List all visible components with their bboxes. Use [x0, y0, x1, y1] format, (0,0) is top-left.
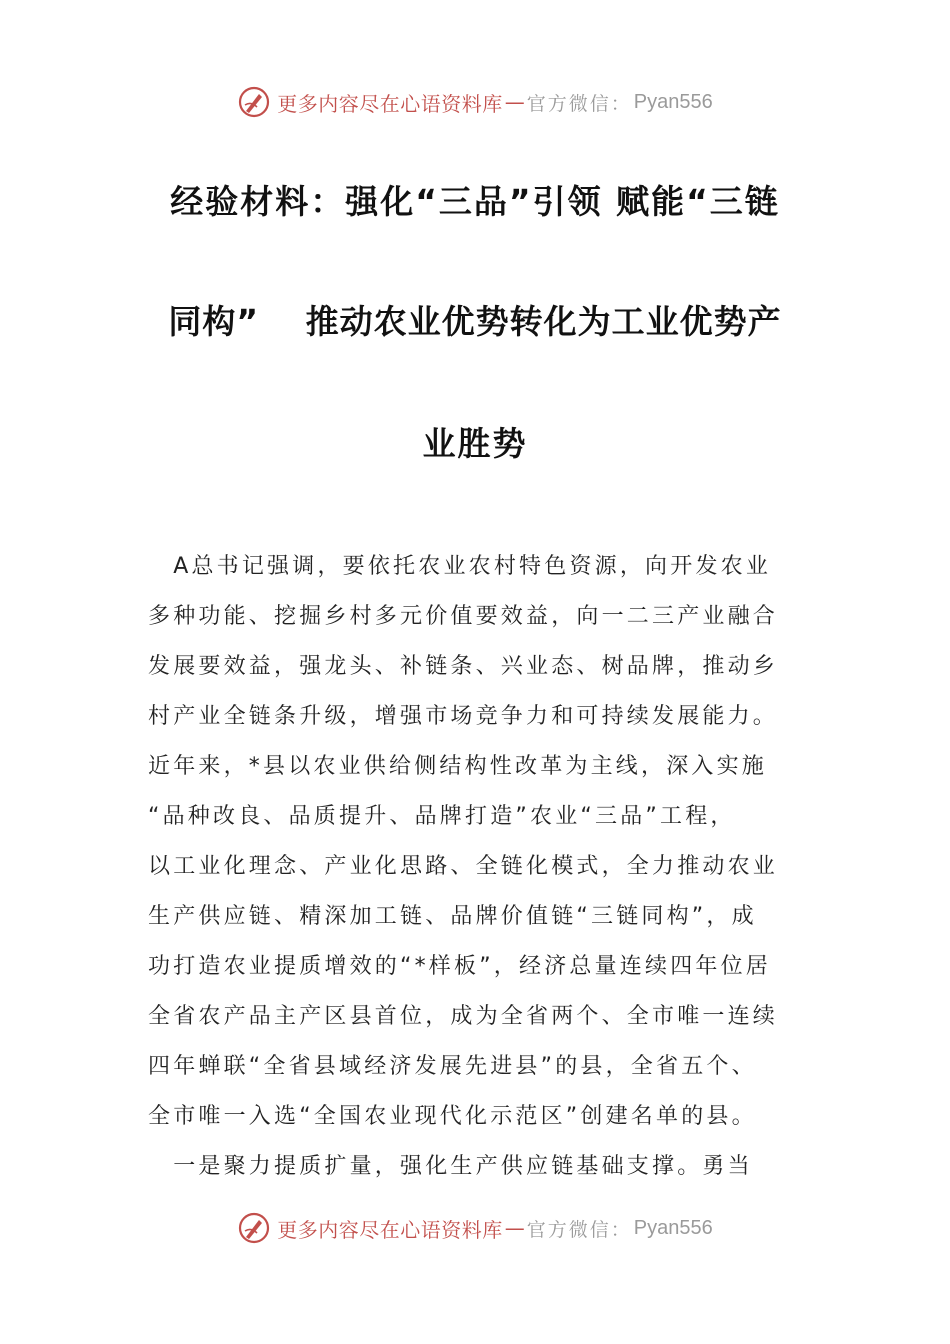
body-line: 以工业化理念、产业化思路、全链化模式，全力推动农业	[148, 854, 779, 879]
body-line: 全市唯一入选“全国农业现代化示范区”创建名单的县。	[148, 1104, 757, 1129]
watermark-dash: —	[504, 1216, 525, 1240]
body-line: 全省农产品主产区县首位，成为全省两个、全市唯一连续	[148, 1004, 779, 1029]
body-line: 近年来，*县以农业供给侧结构性改革为主线，深入实施	[148, 754, 768, 779]
body-line: A总书记强调，要依托农业农村特色资源，向开发农业	[148, 554, 772, 579]
watermark-dash: —	[504, 90, 525, 114]
body-line: 多种功能、挖掘乡村多元价值要效益，向一二三产业融合	[148, 604, 779, 629]
footer-watermark	[0, 1208, 950, 1248]
body-line: 发展要效益，强龙头、补链条、兴业态、树品牌，推动乡	[148, 654, 779, 679]
pen-logo-icon	[237, 85, 271, 119]
body-line: 四年蝉联“全省县域经济发展先进县”的县，全省五个、	[148, 1054, 757, 1079]
watermark-official-label: 官方微信：	[526, 92, 632, 115]
document-title-line-2: 同构” 推动农业优势转化为工业优势产	[168, 302, 782, 341]
body-line: 功打造农业提质增效的“*样板”，经济总量连续四年位居	[148, 954, 771, 979]
body-paragraph-1	[148, 542, 808, 1192]
watermark-wechat-id: Pyan556	[633, 1216, 713, 1239]
watermark-brand: 更多内容尽在心语资料库	[277, 1217, 503, 1242]
header-watermark	[0, 82, 950, 122]
pen-logo-icon	[237, 1211, 271, 1245]
document-title-line-3: 业胜势	[422, 424, 528, 463]
body-line: 村产业全链条升级，增强市场竞争力和可持续发展能力。	[148, 704, 779, 729]
body-line: “品种改良、品质提升、品牌打造”农业“三品”工程，	[148, 804, 736, 829]
body-line: 生产供应链、精深加工链、品牌价值链“三链同构”，成	[148, 904, 757, 929]
watermark-brand: 更多内容尽在心语资料库	[277, 91, 503, 116]
body-line: 一是聚力提质扩量，强化生产供应链基础支撑。勇当	[148, 1154, 753, 1179]
document-title-line-1: 经验材料：强化“三品”引领 赋能“三链	[170, 182, 780, 221]
watermark-wechat-id: Pyan556	[633, 90, 713, 113]
watermark-official-label: 官方微信：	[526, 1218, 632, 1241]
